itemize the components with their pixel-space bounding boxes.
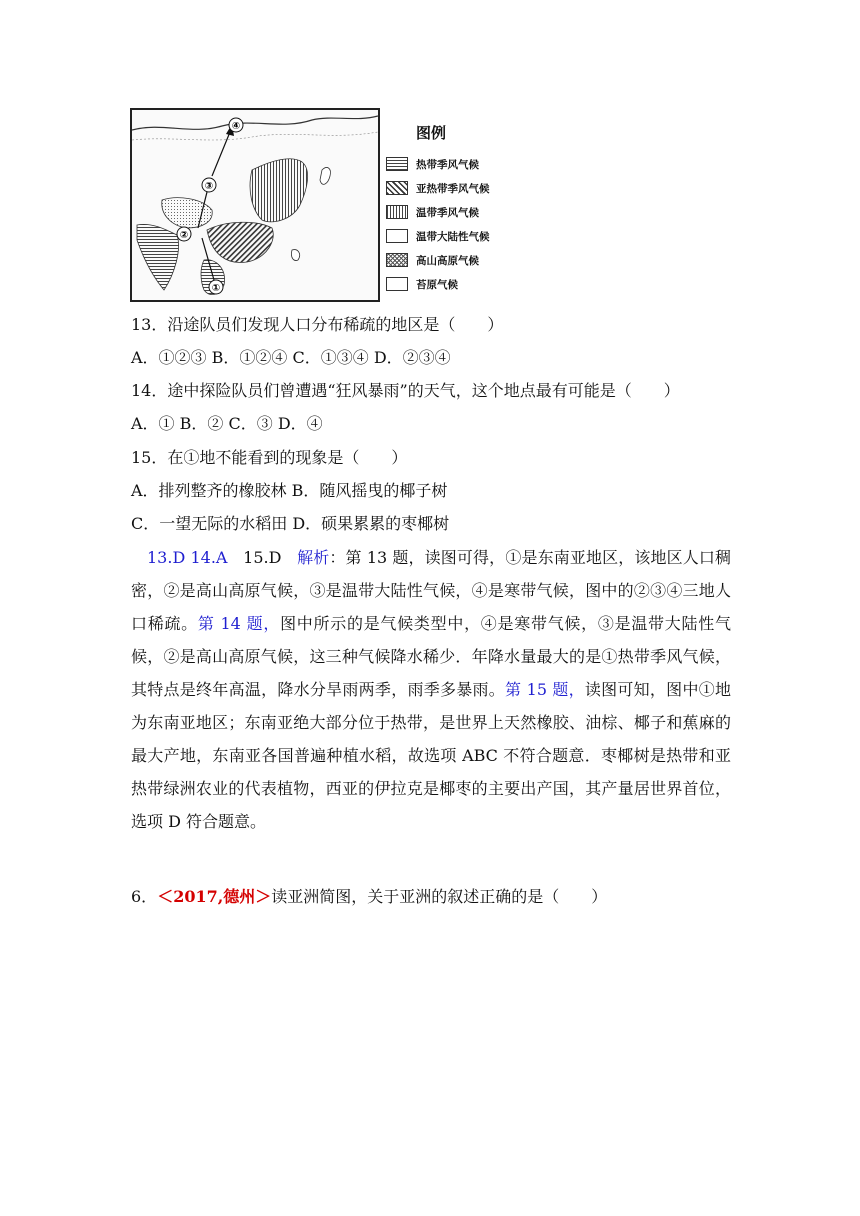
question-13-stem: 13．沿途队员们发现人口分布稀疏的地区是（ ） <box>131 315 504 334</box>
question-13-options: A．①②③ B．①②④ C．①③④ D．②③④ <box>131 348 451 367</box>
legend-title: 图例 <box>416 124 447 142</box>
legend-swatch <box>386 157 408 171</box>
legend-swatch <box>386 205 408 219</box>
legend-swatch <box>386 181 408 195</box>
question-6-number: 6． <box>131 887 158 906</box>
question-15-options-ab: A．排列整齐的橡胶林 B．随风摇曳的椰子树 <box>131 481 448 500</box>
question-6 <box>131 887 607 907</box>
legend-item-temperate-continental: 温带大陆性气候 <box>386 228 490 244</box>
legend-item-tundra: 苔原气候 <box>386 276 458 292</box>
question-6-stem: 读亚洲简图，关于亚洲的叙述正确的是（ ） <box>271 887 608 906</box>
route-marker-1: ① <box>211 283 221 294</box>
analysis-part-1: ：第 13 题，读图可得，①是东南亚地区，该地区人口稠密，②是高山高原气候，③是温带大陆性气候，④是寒带气候，图中的②③④三地人口稀疏。 <box>131 548 731 633</box>
answer-15: 15.D <box>243 548 282 567</box>
legend-swatch <box>386 277 408 291</box>
question-6-source: ＜2017,德州＞ <box>157 887 272 906</box>
analysis-q14-label: 第 14 题， <box>197 614 281 633</box>
asia-map <box>130 108 380 302</box>
answer-keys: 13.D 14.A <box>147 548 228 567</box>
legend-item-tropical-monsoon: 热带季风气候 <box>386 156 479 172</box>
analysis-label: 解析 <box>297 548 330 567</box>
route-marker-2: ② <box>179 230 189 241</box>
legend-swatch <box>386 253 408 267</box>
analysis-q15-label: 第 15 题， <box>505 680 585 699</box>
analysis-part-3: 读图可知，图中①地为东南亚地区；东南亚绝大部分位于热带，是世界上天然橡胶、油棕、椰子和蕉麻的最大产地，东南亚各国普遍种植水稻，故选项 ABC 不符合题意．枣椰树是热带和亚热带绿洲农业的代表植物，西亚的伊拉克是椰枣的主要出产国，其产量居世界首位，选项 D 符合题意。 <box>131 680 731 831</box>
route-marker-4: ④ <box>231 121 241 132</box>
climate-map-figure <box>130 108 508 302</box>
legend-item-highland: 高山高原气候 <box>386 252 479 268</box>
question-15-options-cd: C．一望无际的水稻田 D．硕果累累的枣椰树 <box>131 514 450 533</box>
legend-item-temperate-monsoon: 温带季风气候 <box>386 204 479 220</box>
question-15-stem: 15．在①地不能看到的现象是（ ） <box>131 448 408 467</box>
answer-analysis <box>131 541 731 838</box>
question-14-stem: 14．途中探险队员们曾遭遇“狂风暴雨”的天气，这个地点最有可能是（ ） <box>131 381 680 400</box>
question-14-options: A．① B．② C．③ D．④ <box>131 414 323 433</box>
route-marker-3: ③ <box>204 181 214 192</box>
legend-swatch <box>386 229 408 243</box>
legend-item-subtropical-monsoon: 亚热带季风气候 <box>386 180 490 196</box>
asia-map-graphic <box>132 110 378 300</box>
analysis-part-2: 图中所示的是气候类型中，④是寒带气候，③是温带大陆性气候，②是高山高原气候，这三种气候降水稀少．年降水量最大的是①热带季风气候，其特点是终年高温，降水分旱雨两季，雨季多暴雨。 <box>131 614 731 699</box>
